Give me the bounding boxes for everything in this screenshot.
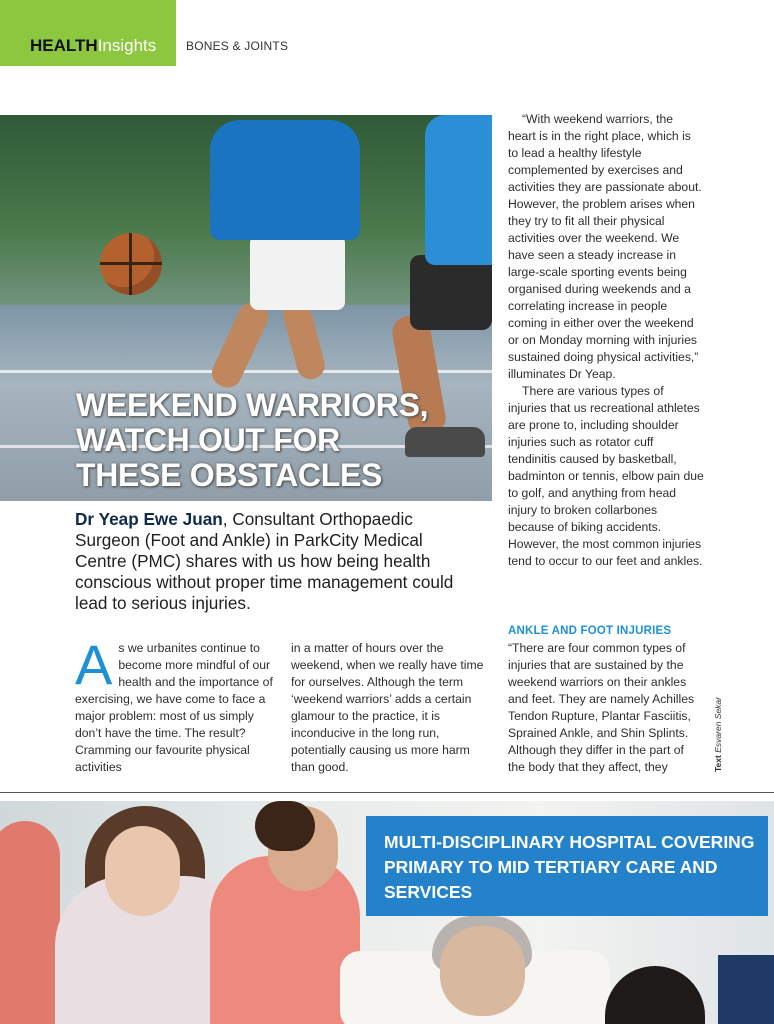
elder-patient-face (440, 926, 525, 1016)
body-paragraph: “There are four common types of injuries that are sustained by the weekend warriors on their ankles and feet. They are namely Achilles Tendon Rupture, Plantar Fasciitis, Sprained Ankle, and Shin Splints. Although they differ in the part of the body that they affect, they (508, 641, 695, 774)
section-label: BONES & JOINTS (186, 39, 289, 53)
article-intro (75, 509, 470, 614)
logo-health: HEALTH (30, 36, 98, 55)
body-column-3-continued (508, 640, 704, 776)
header-tab (0, 0, 176, 66)
body-column-1 (75, 633, 277, 776)
text-credit (713, 694, 727, 772)
intro-author-name: Dr Yeap Ewe Juan (75, 509, 223, 529)
article-headline: WEEKEND WARRIORS, WATCH OUT FOR THESE OBSTACLES (76, 387, 429, 493)
nurse-hair (255, 801, 315, 851)
magazine-section-logo (30, 36, 156, 56)
body-paragraph: s we urbanites continue to become more mindful of our health and the importance of exercising, we have come to face a major problem: most of us simply don’t have the time. The result? Cramming our favourite physical activities (75, 641, 273, 774)
subheading: ANKLE AND FOOT INJURIES (508, 625, 672, 637)
defender-shirt (425, 115, 492, 265)
body-paragraph: “With weekend warriors, the heart is in the right place, which is to lead a healthy lifestyle complemented by exercises and activities they are passionate about. However, the problem arises when they try to fit all their physical activities over the weekend. We have seen a steady increase in large-scale sporting events being organised during weekends and a correlating increase in people coming in either over the weekend or on Monday morning with injuries sustained doing physical activities,” illuminates Dr Yeap. (508, 112, 702, 381)
body-paragraph: in a matter of hours over the weekend, when we really have time for ourselves. Although the term ‘weekend warriors’ adds a certain glamour to the practice, it is inconducive in the long run, potentially causing us more harm than good. (291, 641, 484, 774)
navy-block (718, 955, 774, 1024)
child-figure (605, 966, 705, 1024)
drop-cap: A (75, 633, 113, 696)
patient-face (105, 826, 180, 916)
divider (0, 792, 774, 793)
ad-text-box (366, 816, 768, 916)
intro-text: , Consultant Orthopaedic Surgeon (Foot and Ankle) in ParkCity Medical Centre (PMC) shares with us how being health conscious without proper time management could lead to serious injuries. (75, 509, 454, 613)
player-shirt (210, 120, 360, 240)
nurse-figure (0, 821, 60, 1024)
ad-headline: MULTI-DISCIPLINARY HOSPITAL COVERING PRIMARY TO MID TERTIARY CARE AND SERVICES (384, 832, 755, 902)
credit-name: Esvaren Sekar (713, 697, 723, 753)
body-column-3 (508, 111, 704, 570)
credit-label: Text (713, 755, 723, 772)
body-column-2 (291, 640, 491, 776)
defender-shorts (410, 255, 492, 330)
basketball-icon (100, 233, 162, 295)
body-paragraph: There are various types of injuries that us recreational athletes are prone to, including shoulder injuries such as rotator cuff tendinitis caused by basketball, badminton or tennis, elbow pain due to golf, and anything from head injury to broken collarbones because of biking accidents. However, the most common injuries tend to occur to our feet and ankles. (508, 384, 704, 568)
logo-insights: Insights (97, 36, 157, 55)
player-shorts (250, 235, 345, 310)
hospital-advertisement (0, 801, 774, 1024)
